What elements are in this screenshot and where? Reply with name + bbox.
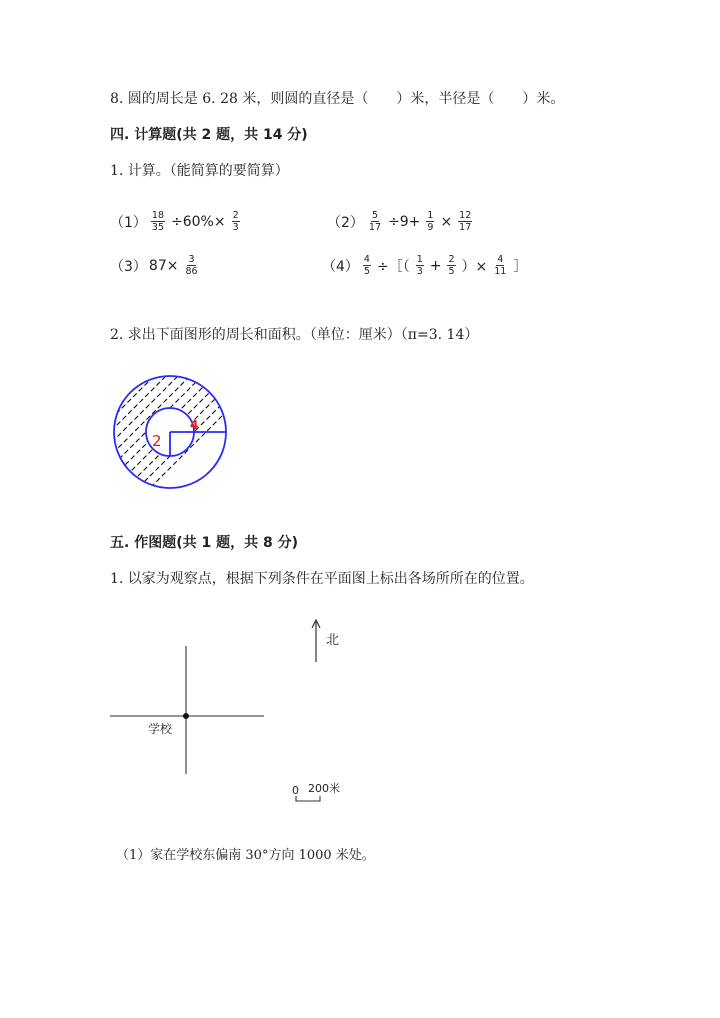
expression-2 [327, 210, 476, 233]
operator: ÷60%× [171, 213, 226, 230]
drawing-question-1: 1. 以家为观察点，根据下列条件在平面图上标出各场所所在的位置。 [110, 571, 534, 587]
section-4-title: 四. 计算题(共 2 题，共 14 分) [110, 127, 308, 143]
section-5-title: 五. 作图题(共 1 题，共 8 分) [110, 535, 298, 551]
denominator: 17 [368, 222, 382, 233]
expression-3 [110, 254, 203, 277]
numerator: 18 [151, 210, 165, 221]
numerator: 12 [459, 210, 472, 221]
numerator: 1 [427, 210, 434, 221]
denominator: 9 [427, 222, 434, 233]
fraction [426, 210, 434, 233]
expression-4 [322, 254, 529, 277]
expression-label: （4） [322, 258, 359, 275]
numerator: 2 [232, 210, 239, 221]
expression-label: （1） [110, 214, 147, 231]
fraction [493, 254, 507, 277]
operator: × [440, 213, 453, 230]
operator: ）× [461, 258, 488, 275]
numerator: 4 [363, 254, 370, 265]
ring-figure [108, 370, 232, 494]
numerator: 5 [371, 210, 378, 221]
inner-radius-label: 2 [152, 432, 162, 450]
question-8: 8. 圆的周长是 6. 28 米，则圆的直径是（ ）米，半径是（ ）米。 [110, 91, 565, 107]
numerator: 1 [416, 254, 423, 265]
ring-width-label: 4 [190, 418, 199, 432]
calc-question-1: 1. 计算。（能简算的要简算） [110, 163, 289, 179]
denominator: 5 [363, 266, 370, 277]
school-point [183, 713, 189, 719]
numerator: 2 [448, 254, 455, 265]
school-label: 学校 [148, 722, 173, 736]
denominator: 3 [232, 222, 239, 233]
fraction [232, 210, 240, 233]
expression-1 [110, 210, 244, 233]
scale-zero: 0 [292, 784, 299, 797]
fraction [363, 254, 371, 277]
fraction [458, 210, 472, 233]
operator: ÷［（ [376, 258, 410, 275]
expression-label: （3） [110, 258, 147, 275]
drawing-subquestion-1: （1）家在学校东偏南 30°方向 1000 米处。 [116, 848, 375, 863]
north-label: 北 [326, 633, 340, 648]
scale-bar [296, 796, 320, 801]
numerator: 4 [497, 254, 504, 265]
fraction [368, 210, 382, 233]
denominator: 5 [448, 266, 455, 277]
denominator: 11 [494, 266, 507, 277]
fraction [184, 254, 198, 277]
denominator: 86 [185, 266, 198, 277]
denominator: 35 [151, 222, 165, 233]
calc-question-2: 2. 求出下面图形的周长和面积。（单位：厘米）（π=3. 14） [110, 327, 479, 343]
operator: ÷9+ [388, 213, 421, 230]
map-figure [108, 612, 358, 808]
operator: ］ [513, 258, 528, 275]
denominator: 17 [459, 222, 472, 233]
operand: 87× [148, 257, 179, 274]
scale-label: 200米 [308, 782, 340, 795]
expression-label: （2） [327, 214, 364, 231]
fraction [447, 254, 455, 277]
operator: + [429, 257, 442, 274]
fraction [151, 210, 165, 233]
fraction [416, 254, 424, 277]
numerator: 3 [188, 254, 195, 265]
denominator: 3 [416, 266, 423, 277]
